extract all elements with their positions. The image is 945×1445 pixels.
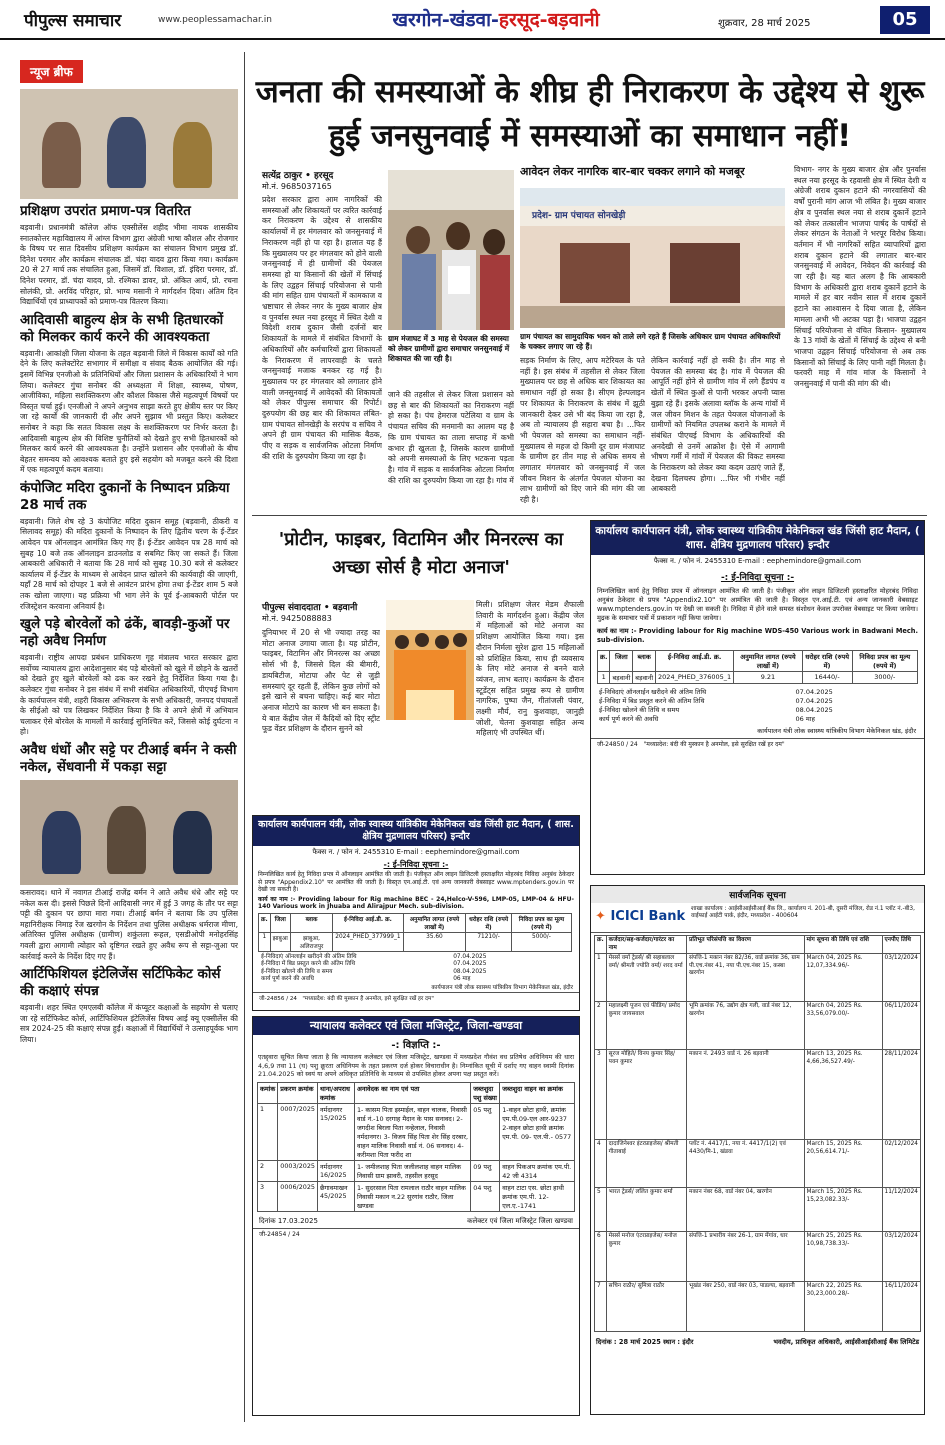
main-headline: जनता की समस्याओं के शीघ्र ही निराकरण के उद्देश्य से शुरू हुई जनसुनवाई में समस्याओं का समाधान नहीं!	[255, 74, 925, 154]
tender2-body: निम्नलिखित कार्य हेतु निविदा प्रपत्र में ऑनलाइन आमंत्रित की जाती है। पंजीकृत ऑन लाइन डिजिटली हस्ताक्षरित मोहरबंद निविदा अनुबंध ठेकेदार से प्रपत्र "Appendix2.10" पर आमंत्रित की जाती है। विस्तृत एन.आई.टी. एवं अन्य जानकारी वेबसाइट www.mptenders.gov.in पर देखी जा सकती है।	[258, 871, 574, 894]
t2-c5: 71210/-	[466, 932, 512, 951]
brief-photo-police	[20, 780, 238, 885]
t2-d2-label: ई-निविदा खोलने की तिथि व समय	[261, 968, 333, 975]
i-r2-2: मकान नं. 2493 वार्ड नं. 26 बड़वानी	[687, 1050, 805, 1140]
news-brief-column	[20, 60, 238, 1430]
t1-c5: 16440/-	[802, 672, 852, 684]
i-h2: प्रतिभूत परिसंपत्ति का विवरण	[687, 936, 805, 954]
brief-photo-certificate	[20, 89, 238, 199]
icici-header	[591, 903, 924, 933]
i-r3-2: प्लॉट नं. 4417/1, नया नं. 4417/1(2) एवं 4430/मि-1, खंडवा	[687, 1140, 805, 1188]
table-row	[598, 672, 918, 684]
story2-headline: 'प्रोटीन, फाइबर, विटामिन और मिनरल्स का अच्छा सोर्स है मोटा अनाज'	[278, 529, 564, 578]
t1-h2: ब्लाक	[633, 651, 656, 672]
i-r5-1: मेसर्स मनोज एंटरप्राइजेस/ मनोज कुमार	[606, 1232, 686, 1282]
brief-headline-1: प्रशिक्षण उपरांत प्रमाण-पत्र वितरित	[20, 203, 191, 219]
t2-h5: धरोहर राशि (रुपये में)	[466, 913, 512, 932]
i-h4: एनपीए तिथि	[882, 936, 920, 954]
table-row	[258, 1181, 575, 1211]
i-r2-3: March 13, 2025 Rs. 4,66,36,527.49/-	[804, 1050, 882, 1140]
t1-c2: बड़वानी	[633, 672, 656, 684]
column-divider	[244, 52, 245, 1422]
collector-signer: कलेक्टर एवं जिला मजिस्ट्रेट जिला खण्डवा	[467, 1216, 573, 1225]
tender-notice-jhabua	[252, 815, 580, 1011]
news-brief-tag: न्यूज ब्रीफ	[20, 60, 83, 83]
c-r0-4: 05 पशु	[471, 1103, 500, 1160]
t2-d0-value: 07.04.2025	[453, 953, 487, 960]
t1-d3-value: 06 माह	[795, 715, 815, 723]
i-r5-4: 03/12/2024	[882, 1232, 920, 1282]
t2-h0: क्र.	[259, 913, 271, 932]
collector-ref: जी-24854 / 24	[253, 1228, 579, 1239]
i-r3-1: दादाजिनेश्वर इंटरप्राइजेस/ श्रीमती गीताबाई	[606, 1140, 686, 1188]
main-photo-complaint	[388, 170, 514, 330]
icici-logo	[595, 909, 685, 924]
t1-d0-value: 07.04.2025	[795, 688, 833, 696]
c-r1-5: वाहन पिकअप क्रमांक एम.पी. 42 जी 4314	[500, 1160, 575, 1181]
tender2-table	[258, 913, 572, 952]
brief-headline-3: कंपोजिट मदिरा दुकानों के निष्पादन प्रक्रिया 28 मार्च तक	[20, 479, 230, 513]
main-subheadline: आवेदन लेकर नागरिक बार-बार चक्कर लगाने को मजबूर	[520, 165, 745, 178]
i-r4-1: भारत ट्रेडर्स/ ललित कुमार शर्मा	[606, 1188, 686, 1232]
collector-sub: -: विज्ञप्ति :-	[391, 1040, 441, 1051]
i-r6-4: 16/11/2024	[882, 1282, 920, 1332]
collector-table	[257, 1082, 575, 1212]
i-r3-4: 02/12/2024	[882, 1140, 920, 1188]
table-row	[595, 1282, 921, 1332]
brief-headline-4: खुले पड़े बोरवेलों को ढंकें, बावड़ी-कुओं पर नहो अवैध निर्माण	[20, 616, 230, 650]
story2-byline: पीपुल्स संवाददाता • बड़वानी	[262, 603, 358, 613]
table-row	[258, 1160, 575, 1181]
t1-d1-value: 07.04.2025	[795, 697, 833, 705]
i-r5-2: संपत्ति-1 प्रभारीय नंबर 26-1, ग्राम मेंगांव, धार	[687, 1232, 805, 1282]
t1-h1: जिला	[610, 651, 633, 672]
c-r0-0: 1	[258, 1103, 278, 1160]
i-h3: मांग सूचना की तिथि एवं राशि	[804, 936, 882, 954]
c-h5: जब्तशुदा वाहन का क्रमांक	[500, 1082, 575, 1103]
brief-headline-2: आदिवासी बाहुल्य क्षेत्र के सभी हितधारकों को मिलकर कार्य करने की आवश्यकता	[20, 311, 224, 345]
table-row	[595, 1232, 921, 1282]
t2-h4: अनुमानित लागत (रुपये लाखों में)	[403, 913, 466, 932]
i-r6-1: सचिन राठौर/ सुमित्रा राठौर	[606, 1282, 686, 1332]
table-row	[595, 1140, 921, 1188]
i-r6-3: March 22, 2025 Rs. 30,23,000.28/-	[804, 1282, 882, 1332]
tender2-footer	[253, 992, 579, 1003]
tender2-ref: जी-24856 / 24	[259, 995, 297, 1002]
title-part-2: हरसूद-बड़वानी	[498, 9, 600, 31]
table-row	[258, 1103, 575, 1160]
tender1-work-name: कार्य का नाम :- Providing labour for Rig machine WDS-450 Various work in Badwani Mech. sub-division.	[597, 627, 918, 644]
section-divider	[252, 515, 927, 516]
t2-d2-value: 08.04.2025	[453, 968, 487, 975]
i-r6-2: भूखंड नंबर 250, वार्ड नंबर 03, पाडल्या, बड़वानी	[687, 1282, 805, 1332]
tender2-contact: फैक्स न. / फोन नं. 2455310 E-mail : eephemindore@gmail.com	[312, 848, 520, 856]
tender1-contact: फैक्स न. / फोन नं. 2455310 E-mail : eephemindore@gmail.com	[653, 557, 862, 565]
tender2-signer: कार्यपालन यंत्री लोक स्वास्थ्य यांत्रिकीय विभाग मेकेनिकल खंड, इंदौर	[431, 984, 573, 991]
i-r0-0: 1	[595, 954, 607, 1002]
i-r1-4: 06/11/2024	[882, 1002, 920, 1050]
c-h1: प्रकरण क्रमांक	[278, 1082, 318, 1103]
c-r2-4: 04 पशु	[471, 1181, 500, 1211]
main-story-col-3: सड़क निर्माण के लिए, आप मटेरियल के पते नहीं है। इस संबंध में तहसील से लेकर जिला मुख्यालय पर छह से अधिक बार शिकायत का समाधान नहीं हो सका है। सीएम हेल्पलाइन पर शिकायत के निराकरण के संबंध में झूठी जानकारी देकर उसे भी बंद किया जा रहा है, अब तो न्यायालय ही सहारा बचा है। ...फिर भी पेयजल को समस्या का समाधान नहीं-मुख्यालय से महज दो किमी दूर ग्राम मंजाघाट के ग्रामीण हर तीन माह से अधिक समय से लगातार मंगलवार को जनसुनवाई में जल जीवन मिशन के अंतर्गत पेयजल योजना का लाभ ग्रामीणों को दिए जाने की मांग की जा रही है।	[520, 356, 645, 505]
t1-c6: 3000/-	[852, 672, 917, 684]
t1-d2-value: 08.04.2025	[795, 706, 833, 714]
icici-logo-icon: ✦	[595, 909, 606, 924]
panchayat-signboard: प्रदेश- ग्राम पंचायत सोनखेड़ी	[532, 211, 626, 221]
t2-c6: 5000/-	[511, 932, 571, 951]
tender1-dates	[591, 687, 924, 725]
tender1-footer	[591, 738, 924, 749]
c-h4: जब्तशुदा पशु संख्या	[471, 1082, 500, 1103]
masthead	[0, 0, 945, 40]
t1-c1: बड़वानी	[610, 672, 633, 684]
i-r3-3: March 15, 2025 Rs. 20,56,614.71/-	[804, 1140, 882, 1188]
i-r2-0: 3	[595, 1050, 607, 1140]
c-r0-3: 1- कासम पिता इस्माईल, वाहन चालक, निवासी वार्ड नं.-10 दरगाह मैदान के पास सनावद। 2- जगदीश बिरला पिता नन्हेलाल, निवासी नर्मदानगर। 3- विजय सिंह पिता शेर सिंह दरबार, वाहन मालिक निवासी वार्ड नं. 06 सनावद। 4- करीमशा पिता फरीद शा	[354, 1103, 470, 1160]
story2-col-2: मिली। प्रशिक्षण जेलर मेडम शैफाली तिवारी के मार्गदर्शन हुआ। केंद्रीय जेल में महिलाओं को मोटे अनाज का प्रशिक्षण आयोजित किया गया। इस दौरान निर्मला सुरेश द्वारा 15 महिलाओं को प्रशिक्षित किया, साथ ही व्यवसाय के लिए मोटे अनाज से बनने वाले व्यंजन, लाभ बताए। कार्यक्रम के दौरान स्टूडेंट्स सहित प्रमुख रूप से ग्रामीण नागरिक, पुष्पा जैन, गीतांजली पंवार, लक्ष्मी मौर्य, रानु कुशवाहा, जानुही जोशी, चेतना कुशवाहा सहित अन्य महिलाएं भी उपस्थित थीं।	[476, 600, 584, 738]
tender2-work-name: कार्य का नाम :- Providing labour for Rig machine BEC - 24,Helco-V-596, LMP-05, LMP-04 & HFU- 140 Various work in Jhuaba and Alirajpur Mech. sub-division.	[258, 895, 574, 911]
table-row	[595, 1050, 921, 1140]
t1-c3: 2024_PHED_376005_1	[656, 672, 734, 684]
main-byline-mobile: मो.नं. 9685037165	[262, 182, 332, 191]
i-r4-3: March 15, 2025 Rs. 15,23,082.33/-	[804, 1188, 882, 1232]
t2-h1: जिला	[270, 913, 290, 932]
i-r2-4: 28/11/2024	[882, 1050, 920, 1140]
collector-body: एतद्द्वारा सूचित किया जाता है कि न्यायालय कलेक्टर एवं जिला मजिस्ट्रेट, खण्डवा में मध्यप्रदेश गौवंश वध प्रतिषेध अधिनियम की धारा 4,6,9 तथा 11 (घ) पशु क्रूरता अधिनियम के तहत प्रकरण दर्ज होकर विचाराधीन है। निम्नांकित सूची में दर्शाए गए वाहन स्वामी दिनांक 21.04.2025 को स्वयं या अपने अधिकृत प्रतिनिधि के माध्यम से उपस्थित होकर अपना पक्ष प्रस्तुत करें।	[258, 1053, 574, 1079]
icici-date: दिनांक : 28 मार्च 2025 स्थान : इंदौर	[596, 1338, 694, 1347]
page-number: 05	[880, 6, 930, 34]
tender-notice-badwani	[590, 520, 925, 875]
main-byline: सत्येंद्र ठाकुर • हरसूद	[262, 171, 334, 181]
main-photo-complaint-art	[388, 170, 514, 330]
brief-body-1: बड़वानी। प्रधानमंत्री कॉलेज ऑफ एक्सीलेंस शहीद भीमा नायक शासकीय स्नातकोत्तर महाविद्यालय में आंग्ल विभाग द्वारा अंग्रेजी भाषा कौशल और रोजगार के विषय पर सात दिवसीय प्रशिक्षण कार्यक्रम का संचालन विभाग प्रमुख डॉ. दिनेश परमार और कार्यक्रम संचालक डॉ. चंदा यादव द्वारा किया गया। कार्यक्रम 20 से 27 मार्च तक संचालित हुआ, जिसमें डॉ. विशाल, डॉ. इंदिरा परमार, डॉ. दिनेश परमार, डॉ. चंदा यादव, प्रो. रश्मिका डावर, प्रो. अंकित आर्य, प्रो. रचना सोलंकी, प्रो. अरविंद परिहार, प्रो. भाग्य मसानी ने मार्गदर्शन दिया। अंतिम दिन विद्यार्थियों एवं प्राध्यापकों को प्रमाण-पत्र वितरण किया।	[20, 223, 238, 307]
t1-h5: धरोहर राशि (रुपये में)	[802, 651, 852, 672]
t1-c4: 9.21	[734, 672, 802, 684]
brief-headline-6: आर्टिफिशियल इंटेलिजेंस सर्टिफिकेट कोर्स की कक्षाएं संपन्न	[20, 966, 221, 1000]
t2-d0-label: ई-निविदाएं ऑनलाईन खरीदने की अंतिम तिथि	[261, 953, 357, 960]
c-r0-5: 1-वाहन छोटा हाथी, क्रमांक एम.पी.09-एल आर-9237 2-वाहन छोटा हाथी क्रमांक एम.पी. 09- एल.पी.- 0577	[500, 1103, 575, 1160]
main-photo-panchayat	[520, 188, 785, 328]
icici-branch: शाखा कार्यालय : आईसीआईसीआई बैंक लि., कार्यालय नं. 201-बी, दूसरी मंजिल, रोड नं.1 प्लॉट नं.-बी3, वाईफाई आईटी पार्क, इंदौर, मध्यप्रदेश - 400604	[691, 906, 915, 920]
c-h3: अनावेदक का नाम एवं पता	[354, 1082, 470, 1103]
i-r0-2: संपत्ति-1 मकान नंबर 82/36, वार्ड क्रमांक 36, ग्राम पी.एच.नंबर 41, नया पी.एच.नंबर 15, कस्बा खरगोन	[687, 954, 805, 1002]
page-title	[316, 6, 676, 34]
c-r1-2: नर्मदानगर 16/2025	[317, 1160, 354, 1181]
brief-body-2: बड़वानी। आकांक्षी जिला योजना के तहत बड़वानी जिले में विकास कार्यों को गति देने के लिए कलेक्टोरेट सभागार में समीक्षा व संवाद बैठक आयोजित की गई। इसमें विभिन्न एनजीओ के प्रतिनिधियों और जिला प्रशासन के अधिकारियों ने भाग लिया। कलेक्टर गुंचा सनोबर की अध्यक्षता में शिक्षा, स्वास्थ्य, पोषण, आजीविका, महिला सशक्तिकरण और कौशल विकास जैसे महत्वपूर्ण विषयों पर विस्तृत चर्चा हुई। एनजीओ ने अपने अनुभव साझा करते हुए क्षेत्रीय स्तर पर किए जा रहे कार्यों की जानकारी दी और अपने सुझाव भी प्रस्तुत किए। कलेक्टर सनोबर ने कहा कि सतत विकास लक्ष्य के सशक्तिकरण पर निर्भर करता है। आदिवासी बाहुल्य क्षेत्र की विशिष्ट चुनौतियों को देखते हुए सभी हितधारकों को मिलकर कार्य करने की आवश्यकता है। उन्होंने प्रशासन और एनजीओ के बीच बेहतर समन्वय को आवश्यक बताते हुए इसे सहयोग को मजबूत करने की दिशा में एक महत्वपूर्ण कदम बताया।	[20, 348, 238, 475]
i-r5-0: 6	[595, 1232, 607, 1282]
tender1-body: निम्नलिखित कार्य हेतु निविदा प्रपत्र में ऑनलाइन आमंत्रित की जाती है। पंजीकृत ऑन लाइन डिजिटली हस्ताक्षरित मोहरबंद निविदा अनुबंध ठेकेदार से प्रपत्र "Appendix2.10" पर आमंत्रित की जाती है। विस्तृत एन.आई.टी. एवं अन्य जानकारी वेबसाइट www.mptenders.gov.in पर देखी जा सकती है। निविदा में होने वाले समस्त संशोधन केवल उपरोक्त वेबसाइट पर किया जावेगा। मुद्रक के समाचार पत्रों में प्रकाशन नहीं किया जावेगा।	[597, 587, 918, 622]
c-h0: कमांक	[258, 1082, 278, 1103]
table-row	[595, 954, 921, 1002]
tender2-notice-title: -: ई-निविदा सूचना :-	[383, 860, 449, 869]
c-r0-2: नर्मदानगर 15/2025	[317, 1103, 354, 1160]
t1-d0-label: ई-निविदाएं ऑनलाईन खरीदने की अंतिम तिथि	[599, 688, 707, 696]
brief-headline-5: अवैध धंधों और सट्टे पर टीआई बर्मन ने कसी नकेल, सेंधवानी में पकड़ा सट्टा	[20, 741, 237, 775]
t1-h4: अनुमानित लागत (रुपये लाखों में)	[734, 651, 802, 672]
c-h2: थाना/अपराध कमांक	[317, 1082, 354, 1103]
tender1-notice-title: -: ई-निविदा सूचना :-	[720, 573, 795, 583]
icici-signer: भवदीय, प्राधिकृत अधिकारी, आईसीआईसीआई बैंक लिमिटेड	[773, 1338, 919, 1347]
icici-table	[594, 935, 921, 1332]
i-r5-3: March 25, 2025 Rs. 10,98,738.33/-	[804, 1232, 882, 1282]
t2-c2: झाबुआ, अलिराजपुर	[290, 932, 333, 951]
collector-date: दिनांक 17.03.2025	[259, 1216, 318, 1225]
i-r0-3: March 04, 2025 Rs. 12,07,334.96/-	[804, 954, 882, 1002]
c-r2-0: 3	[258, 1181, 278, 1211]
c-r2-3: 1- सुदरसाल पिता रामलाल राठौर वाहन मालिक निवासी मकान न.22 सुरगांव राठौर, जिला खण्डवा	[354, 1181, 470, 1211]
i-r6-0: 7	[595, 1282, 607, 1332]
icici-logo-text: ICICI Bank	[610, 909, 686, 924]
t2-c4: 35.60	[403, 932, 466, 951]
collector-footer	[253, 1215, 579, 1228]
t1-h3: ई-निविदा आई.डी. क्र.	[656, 651, 734, 672]
collector-notice	[252, 1016, 580, 1416]
t2-d3-label: कार्य पूर्ण करने की अवधि	[261, 976, 314, 983]
t2-h2: ब्लाक	[290, 913, 333, 932]
edition-date: शुक्रवार, 28 मार्च 2025	[718, 18, 811, 29]
main-photo2-caption: ग्राम पंचायत का सामुदायिक भवन को ताले लगे रहते हैं जिसके अधिकार ग्राम पंचायत अधिकारियों के चक्कर लगाए जा रहे हैं।	[520, 332, 781, 351]
tender2-dates	[253, 953, 579, 985]
table-row	[595, 1188, 921, 1232]
t1-h0: क्र.	[598, 651, 610, 672]
main-story-col-4: लेकिन कार्रवाई नहीं हो सकी है। तीन माह से पेयजल की समस्या बंद है। गांव में पेयजल की आपूर्ति नहीं होने से ग्रामीण गांव में लगे हैंडपंप व खेतों में स्थित कुओं से पानी भरकर अपनी प्यास बुझा रहे हैं। इसके अलावा ब्लॉक के अन्य गांवों में जल जीवन मिशन के तहत पेयजल योजनाओं के ग्रामीणों को नियमित उपलब्ध कराने के मामले में संबंधित पीएचई विभाग के अधिकारियों की अनदेखी से उनमें आक्रोश है। ऐसे में आगामी भीषण गर्मी में गांवों में पेयजल की विकट समस्या के निराकरण को लेकर क्या कदम उठाएं जाते हैं, देखना दिलचस्प होगा। ...फिर भी गंभीर नहीं आबकारी	[651, 356, 785, 494]
tender1-table	[597, 650, 918, 684]
t1-d2-label: ई-निविदा खोलने की तिथि व समय	[599, 706, 680, 714]
t2-h3: ई-निविदा आई.डी. क्र.	[333, 913, 403, 932]
main-story-col-2: जाने की तहसील से लेकर जिला प्रशासन को छह से बार की शिकायतों का निराकरण नहीं हो सका है। पंच हेमराज पटेलिया व ग्राम के पंचायत सचिव की मनमानी का आलम यह है कि ग्राम पंचायत का ताला सप्ताह में कभी कभार ही खुलता है, जिसके कारण ग्रामीणों को अपनी समस्याओं के लिए भटकना पड़ता है। गांव में सड़क व सार्वजनिक ओटला निर्माण की राशि का दुरुपयोग किया जा रहा है। गांव में	[388, 390, 514, 485]
i-r0-1: मेसर्स वर्मा ट्रेडर्स/ श्री सहाबलाल वर्मा/ श्रीमती ज्योति वर्मा/ शरद वर्मा	[606, 954, 686, 1002]
t1-h6: निविदा प्रपत्र का मूल्य (रुपये में)	[852, 651, 917, 672]
story2-byline-mobile: मो.नं. 9425088883	[262, 614, 332, 623]
table-row	[595, 1002, 921, 1050]
title-part-1: खरगोन-खंडवा-	[392, 9, 499, 31]
t1-d1-label: ई-निविदा में बिड प्रस्तुत करने की अंतिम तिथि	[599, 697, 705, 705]
icici-footer	[591, 1334, 924, 1349]
i-r0-4: 03/12/2024	[882, 954, 920, 1002]
i-r1-3: March 04, 2025 Rs. 33,56,079.00/-	[804, 1002, 882, 1050]
brief-body-5: कसरावद। थाने में नवागत टीआई राजेंद्र बर्मन ने आते अवैध धंधे और सट्टे पर नकेल कस दी। इससे पिछले दिनों आदिवासी नगर में हुई 3 जगह के तौर पर सट्टा पट्टी की दुकान पर छापा मारा गया। टीआई बर्मन ने बताया कि उप पुलिस महानिरीक्षक निमाड़ रेंज खरगोन के निर्देशन तथा पुलिस अधीक्षक धर्मराज मीणा, अतिरिक्त पुलिस अधीक्षक (ग्रामीण) शकुंतला रूहल, एसडीओपी मनोहरसिंह गवली द्वारा आगामी त्योहार को दृष्टिगत रखते हुए अवैध रूप से सट्टा-जुआ पर कार्रवाई करने के निर्देश दिए गए हैं।	[20, 887, 238, 961]
t2-c3: 2024_PHED_377999_1	[333, 932, 403, 951]
story2-photo-art	[386, 600, 474, 720]
tender1-ref: जी-24850 / 24	[597, 740, 638, 748]
collector-header: न्यायालय कलेक्टर एवं जिला मजिस्ट्रेट, जिला-खण्डवा	[253, 1017, 579, 1035]
c-r1-1: 0003/2025	[278, 1160, 318, 1181]
brief-body-4: बड़वानी। राष्ट्रीय आपदा प्रबंधन प्राधिकरण गृह मंत्रालय भारत सरकार द्वारा सर्वोच्च न्यायालय द्वारा आदेशानुसार बंद पड़े बोरवेलों को खुले में छोड़ने के खतरों को देखते हुए खुले बोरवेलों को ढक कर रखने हेतु निर्देशित किया गया है। कलेक्टर गुंचा सनोबर ने इस संबंध में सभी संबंधित अधिकारियों, पीएचई विभाग के कार्यपालन यंत्री, शहरी विकास अभिकरण के सभी अधिकारी, जनपद पंचायतों के सीईओ को पत्र लिखकर निर्देशित किया है कि वे अपने क्षेत्रों में अभियान चलाकर ऐसे बोरवेल के मामलों में कार्रवाई सुनिश्चित करें, जिससे कोई दुर्घटना न हो।	[20, 653, 238, 737]
icici-public-notice	[590, 885, 925, 1415]
i-r4-4: 11/12/2024	[882, 1188, 920, 1232]
i-r4-2: मकान नंबर 68, वार्ड नंबर 04, खरगोन	[687, 1188, 805, 1232]
t2-h6: निविदा प्रपत्र का मूल्य (रुपये में)	[511, 913, 571, 932]
t1-d3-label: कार्य पूर्ण करने की अवधि	[599, 715, 659, 723]
i-h0: क्र.	[595, 936, 607, 954]
c-r1-4: 09 पशु	[471, 1160, 500, 1181]
main-story-col-1: प्रदेश सरकार द्वारा आम नागरिकों की समस्याओं और शिकायतों पर त्वरित कार्रवाई कर निराकरण के उद्देश्य से शासकीय कार्यालयों में हर मंगलवार को जनसुनवाई में निराकरण नहीं हो पा रहा है। हालात यह हैं कि मुख्यालय पर हर मंगलवार को होने वाली जनसुनवाई में ही ग्रामीणों की पेयजल समस्या हो या किसानों की खेतों में सिंचाई के लिए उद्वहन सिंचाई परियोजना से पानी की मांग सहित ग्राम पंचायतों में कामकाज व भ्रष्टाचार से लेकर नगर के मुख्य बाजार क्षेत्र व पुनर्वास स्थल नया हरसूद में स्थित देशी व विदेशी शराब दुकान जैसी दर्जनों बार शिकायतों के मामले में संबंधित विभागों के अधिकारियों और कर्मचारियों द्वारा शिकायतों के निराकरण में लापरवाही के चलते जनसुनवाई मजाक बनकर रह गई है। मुख्यालय पर हर मंगलवार को लगातार होने वाली जनसुनवाई में आवेदकों की शिकायतों को लेकर पीपुल्स समाचार की रिपोर्ट। दुरुपयोग की छह बार की शिकायत लंबित- ग्राम पंचायत सोनखेड़ी के सरपंच व सचिव ने अपने ही ग्राम पंचायत की मासिक बैठक, पीए व सड़क व सार्वजनिक ओटला निर्माण की राशि के दुरुपयोग किया जा रहा है।	[262, 195, 382, 461]
t1-c0: 1	[598, 672, 610, 684]
tender2-slogan: "मध्यप्रदेश: बंदी की मुस्कान है अनमोल, इसे सुरक्षित रखें हर दम"	[302, 995, 434, 1002]
c-r0-1: 0007/2025	[278, 1103, 318, 1160]
icici-notice-title: सार्वजनिक सूचना	[591, 886, 924, 903]
c-r2-5: वाहन टाटा एस. छोटा हाथी क्रमांक एम.पी. 12-एल.ए.-1741	[500, 1181, 575, 1211]
tender1-signer: कार्यपालन यंत्री लोक स्वास्थ्य यांत्रिकीय विभाग मेकेनिकल खंड, इंदौर	[757, 727, 916, 735]
main-photo1-caption: ग्राम मंजाघट में 3 माह से पेयजल की समस्या को लेकर ग्रामीणों द्वारा समाचार जनसुनवाई में शिकायत की जा रही है।	[388, 334, 510, 363]
story2-col-1: दुनियाभर में 20 से भी ज्यादा तरह का मोटा अनाज उगाया जाता है। यह प्रोटीन, फाइबर, विटामिन और मिनरल्स का अच्छा सोर्स भी है, जिससे दिल की बीमारी, डायबिटीज, मोटापा और पेट से जुड़ी समस्याएं दूर रहती हैं, लेकिन कुछ लोगों को इसे खाने से बचना चाहिए। कई बार मोटा अनाज मोटापे का कारण भी बन सकता है। ये बात केंद्रीय जेल में कैदियों को दिए स्ट्रीट फूड वेंडर प्रशिक्षण के दौरान सुनने को	[262, 628, 380, 734]
i-r1-0: 2	[595, 1002, 607, 1050]
i-r1-1: महालक्ष्मी पूजन एवं फीडिंग/ प्रमोद कुमार जायसवाल	[606, 1002, 686, 1050]
tender1-header: कार्यालय कार्यपालन यंत्री, लोक स्वास्थ्य यांत्रिकीय मेकेनिकल खंड जिंसी हाट मैदान, ( शास. क्षेत्रिय मुद्रणालय परिसर) इन्दौर	[591, 521, 924, 555]
t2-d3-value: 06 माह	[453, 976, 471, 983]
c-r2-1: 0006/2025	[278, 1181, 318, 1211]
t2-d1-label: ई-निविदा में बिड प्रस्तुत करने की अंतिम तिथि	[261, 961, 356, 968]
brand-name: पीपुल्स समाचार	[24, 11, 122, 31]
tender2-header: कार्यालय कार्यपालन यंत्री, लोक स्वास्थ्य यांत्रिकीय मेकेनिकल खंड जिंसी हाट मैदान, ( शास. क्षेत्रिय मुद्रणालय परिसर) इन्दौर	[253, 816, 579, 846]
i-r4-0: 5	[595, 1188, 607, 1232]
i-r3-0: 4	[595, 1140, 607, 1188]
tender1-slogan: "मध्यप्रदेश: बंदी की मुस्कान है अनमोल, इसे सुरक्षित रखें हर दम"	[643, 740, 785, 748]
t2-d1-value: 07.04.2025	[453, 961, 487, 968]
brand-url[interactable]: www.peoplessamachar.in	[158, 15, 272, 25]
c-r1-0: 2	[258, 1160, 278, 1181]
brief-body-6: बड़वानी। शहर स्थित एमएलबी कॉलेज में कंप्यूटर कक्षाओं के सहयोग से चलाए जा रहे सर्टिफिकेट कोर्स, आर्टिफिशियल इंटेलिजेंस विषय आई क्यू एक्सीलेंस की सत्र 2024-25 की कक्षाएं संपन्न हुईं। कक्षाओं में विद्यार्थियों ने उत्साहपूर्वक भाग लिया।	[20, 1003, 238, 1044]
i-r2-1: सूरज मोहिते/ विनय कुमार सिंह/ पवन कुमार	[606, 1050, 686, 1140]
t2-c1: झाबुआ	[270, 932, 290, 951]
c-r1-3: 1- जमीलशाह पिता जलीलशाह वाहन मालिक निवासी ग्राम झावरी, तहसील हरसूद	[354, 1160, 470, 1181]
t2-c0: 1	[259, 932, 271, 951]
brief-body-3: बड़वानी। जिले शेष रहे 3 कंपोजिट मदिरा दुकान समूह (बड़वानी, ठीकरी व सिलावद समूह) की मदिरा दुकानों के निष्पादन के लिए द्वितीय चरण के ई-टेंडर आवेदन पत्र ऑनलाइन आमंत्रित किए गए हैं। ई-टेंडर आवेदन पत्र 28 मार्च को सुबह 10 बजे तक ऑनलाइन डाउनलोड व सबमिट किए जा सकते हैं। जिला आबकारी अधिकारी ने बताया कि 28 मार्च को सुबह 10.30 बजे से कलेक्टर कार्यालय में ई-टेंडर के माध्यम से आवेदन प्राप्त खोलने की कार्यवाही की जाएगी, यहाँ 28 मार्च को दोपहर 1 बजे से आवंटन प्रारंभ होगा तथा ई-टेंडर शाम 5 बजे तक खोला जाएगा। यह प्रक्रिया भी भाग लेने के पूर्व ई-आबकारी पोर्टल पर रजिस्ट्रेशन करवाना अनिवार्य है।	[20, 516, 238, 611]
story2-photo	[386, 600, 474, 720]
table-row	[259, 932, 572, 951]
i-r1-2: भूमि क्रमांक 76, उद्योग क्षेत्र गली, वार्ड नंबर 12, खरगोन	[687, 1002, 805, 1050]
i-h1: कर्जदार/सह-कर्जदार/गारंटर का नाम	[606, 936, 686, 954]
c-r2-2: छैगावमाखन 45/2025	[317, 1181, 354, 1211]
main-story-col-5: विभाग- नगर के मुख्य बाजार क्षेत्र और पुनर्वास स्थल नया हरसूद के रहवासी क्षेत्र में स्थित देशी व अंग्रेजी शराब दुकान हटाने की नगरवासियों की वर्षों पुरानी मांग आज भी लंबित है। मुख्य बाजार क्षेत्र व पुनर्वास स्थल नया से शराब दुकानें हटाने को लेकर तत्कालीन भाजपा पार्षद के पार्षदों से लेकर संगठन के नेताओं ने भरपूर विरोध किया। वर्तमान में भी नागरिकों सहित व्यापारियों द्वारा शराब दुकान हटाने की लगातार बार-बार जनसुनवाई में आवेदन, निवेदन की कार्रवाई की जा रही है। यह बात अलग है कि आबकारी विभाग के अधिकारी द्वारा शराब दुकानें हटाने के मामले में हर बार नवीन साल में शराब दुकानें हटाने का आश्वासन दे दिया जाता है, लेकिन मामला अभी भी अटका पड़ा है। भाजपा उद्वहन सिंचाई परियोजना से वंचित किसान- मुख्यालय के 13 गांवों के खेतों में सिंचाई के उद्देश्य से बनी भाजपा उद्वहन सिंचाई परियोजना से अब तक किसानों को सिंचाई के लिए पानी नहीं मिलता है। फरवरी माह में गांव मांज के किसानों ने जनसुनवाई में पानी की मांग की थी।	[794, 165, 926, 389]
